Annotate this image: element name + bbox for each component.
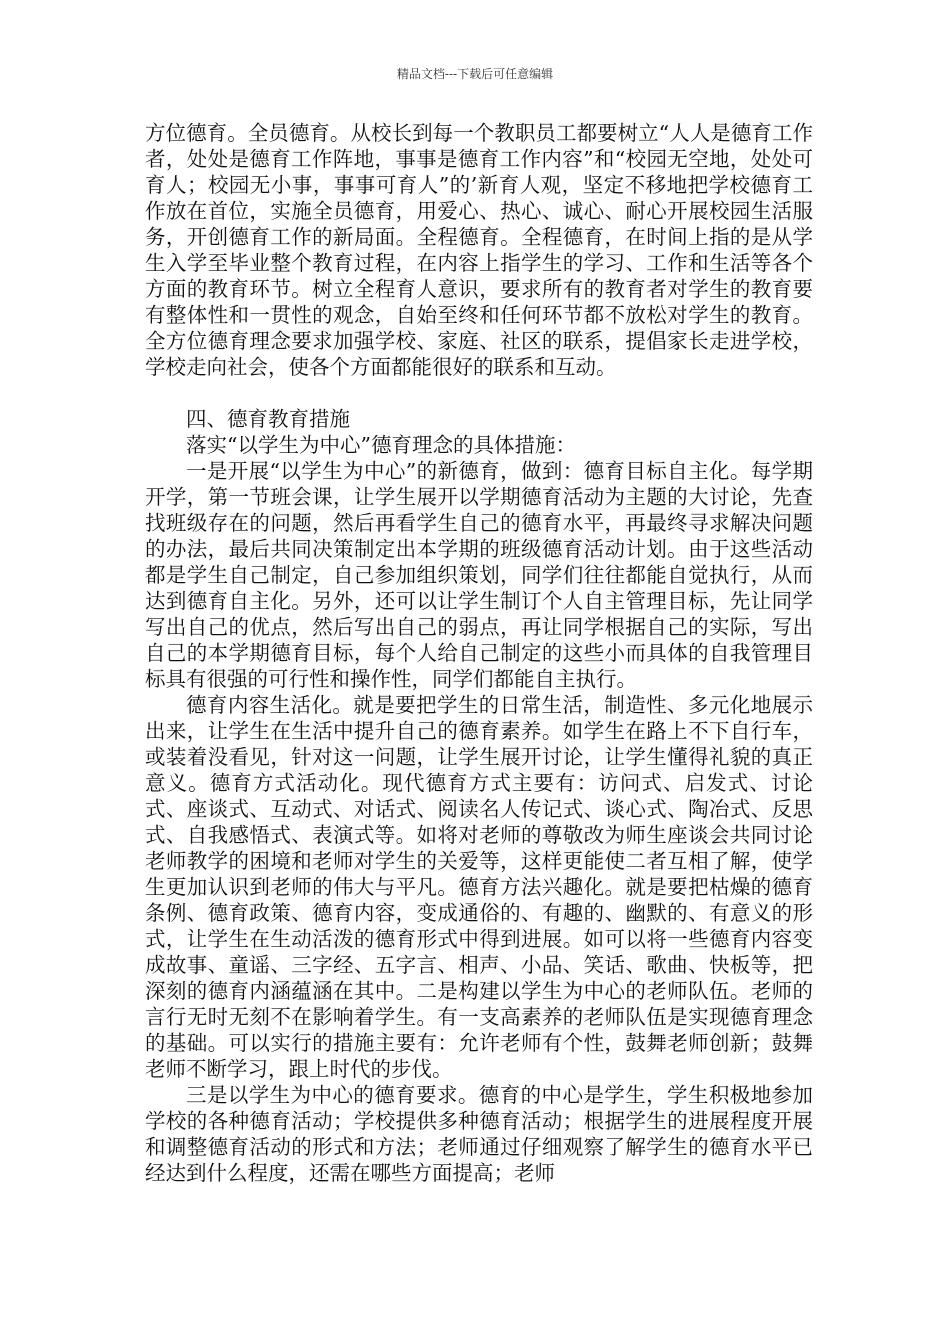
paragraph-student-centered-moral-education: 一是开展“以学生为中心”的新德育，做到：德育目标自主化。每学期开学，第一节班会课，让学生展开以学期德育活动为主题的大讨论，先查找班级存在的问题，然后再看学生自己的德育水平，再最终寻求解决问题的办法，最后共同决策制定出本学期的班级德育活动计划。由于这些活动都是学生自己制定，自己参加组织策划，同学们往往都能自觉执行，从而达到德育自主化。另外，还可以让学生制订个人自主管理目标，先让同学写出自己的优点，然后写出自己的弱点，再让同学根据自己的实际，写出自己的本学期德育目标，每个人给自己制定的这些小而具体的自我管理目标具有很强的可行性和操作性，同学们都能自主执行。 bbox=[145, 459, 813, 691]
document-body bbox=[145, 120, 813, 1186]
paragraph-measures-intro: 落实“以学生为中心”德育理念的具体措施： bbox=[186, 433, 576, 457]
paragraph-moral-requirements: 三是以学生为中心的德育要求。德育的中心是学生，学生积极地参加学校的各种德育活动；学校提供多种德育活动；根据学生的进展程度开展和调整德育活动的形式和方法；老师通过仔细观察了解学生的德育水平已经达到什么程度，还需在哪些方面提高；老师 bbox=[145, 1083, 813, 1185]
page-header: 精品文档---下载后可任意编辑 bbox=[396, 67, 554, 81]
paragraph-moral-content-life: 德育内容生活化。就是要把学生的日常生活，制造性、多元化地展示出来，让学生在生活中提升自己的德育素养。如学生在路上不下自行车，或装着没看见，针对这一问题，让学生展开讨论，让学生懂得礼貌的真正意义。德育方式活动化。现代德育方式主要有：访问式、启发式、讨论式、座谈式、互动式、对话式、阅读名人传记式、谈心式、陶冶式、反思式、自我感悟式、表演式等。如将对老师的尊敬改为师生座谈会共同讨论老师教学的困境和老师对学生的关爱等，这样更能使二者互相了解，使学生更加认识到老师的伟大与平凡。德育方法兴趣化。就是要把枯燥的德育条例、德育政策、德育内容，变成通俗的、有趣的、幽默的、有意义的形式，让学生在生动活泼的德育形式中得到进展。如可以将一些德育内容变成故事、童谣、三字经、五字言、相声、小品、笑话、歌曲、快板等，把深刻的德育内涵蕴涵在其中。二是构建以学生为中心的老师队伍。老师的言行无时无刻不在影响着学生。有一支高素养的老师队伍是实现德育理念的基础。可以实行的措施主要有：允许老师有个性，鼓舞老师创新；鼓舞老师不断学习，跟上时代的步伐。 bbox=[145, 693, 813, 1081]
section-heading-measures: 四、德育教育措施 bbox=[186, 407, 350, 431]
paragraph-full-range-moral-education: 方位德育。全员德育。从校长到每一个教职员工都要树立“人人是德育工作者，处处是德育工作阵地，事事是德育工作内容”和“校园无空地，处处可育人；校园无小事，事事可育人”的’新育人观，坚定不移地把学校德育工作放在首位，实施全员德育，用爱心、热心、诚心、耐心开展校园生活服务，开创德育工作的新局面。全程德育。全程德育，在时间上指的是从学生入学至毕业整个教育过程，在内容上指学生的学习、工作和生活等各个方面的教育环节。树立全程育人意识，要求所有的教育者对学生的教育要有整体性和一贯性的观念，自始至终和任何环节都不放松对学生的教育。全方位德育理念要求加强学校、家庭、社区的联系，提倡家长走进学校，学校走向社会，使各个方面都能很好的联系和互动。 bbox=[145, 121, 813, 379]
